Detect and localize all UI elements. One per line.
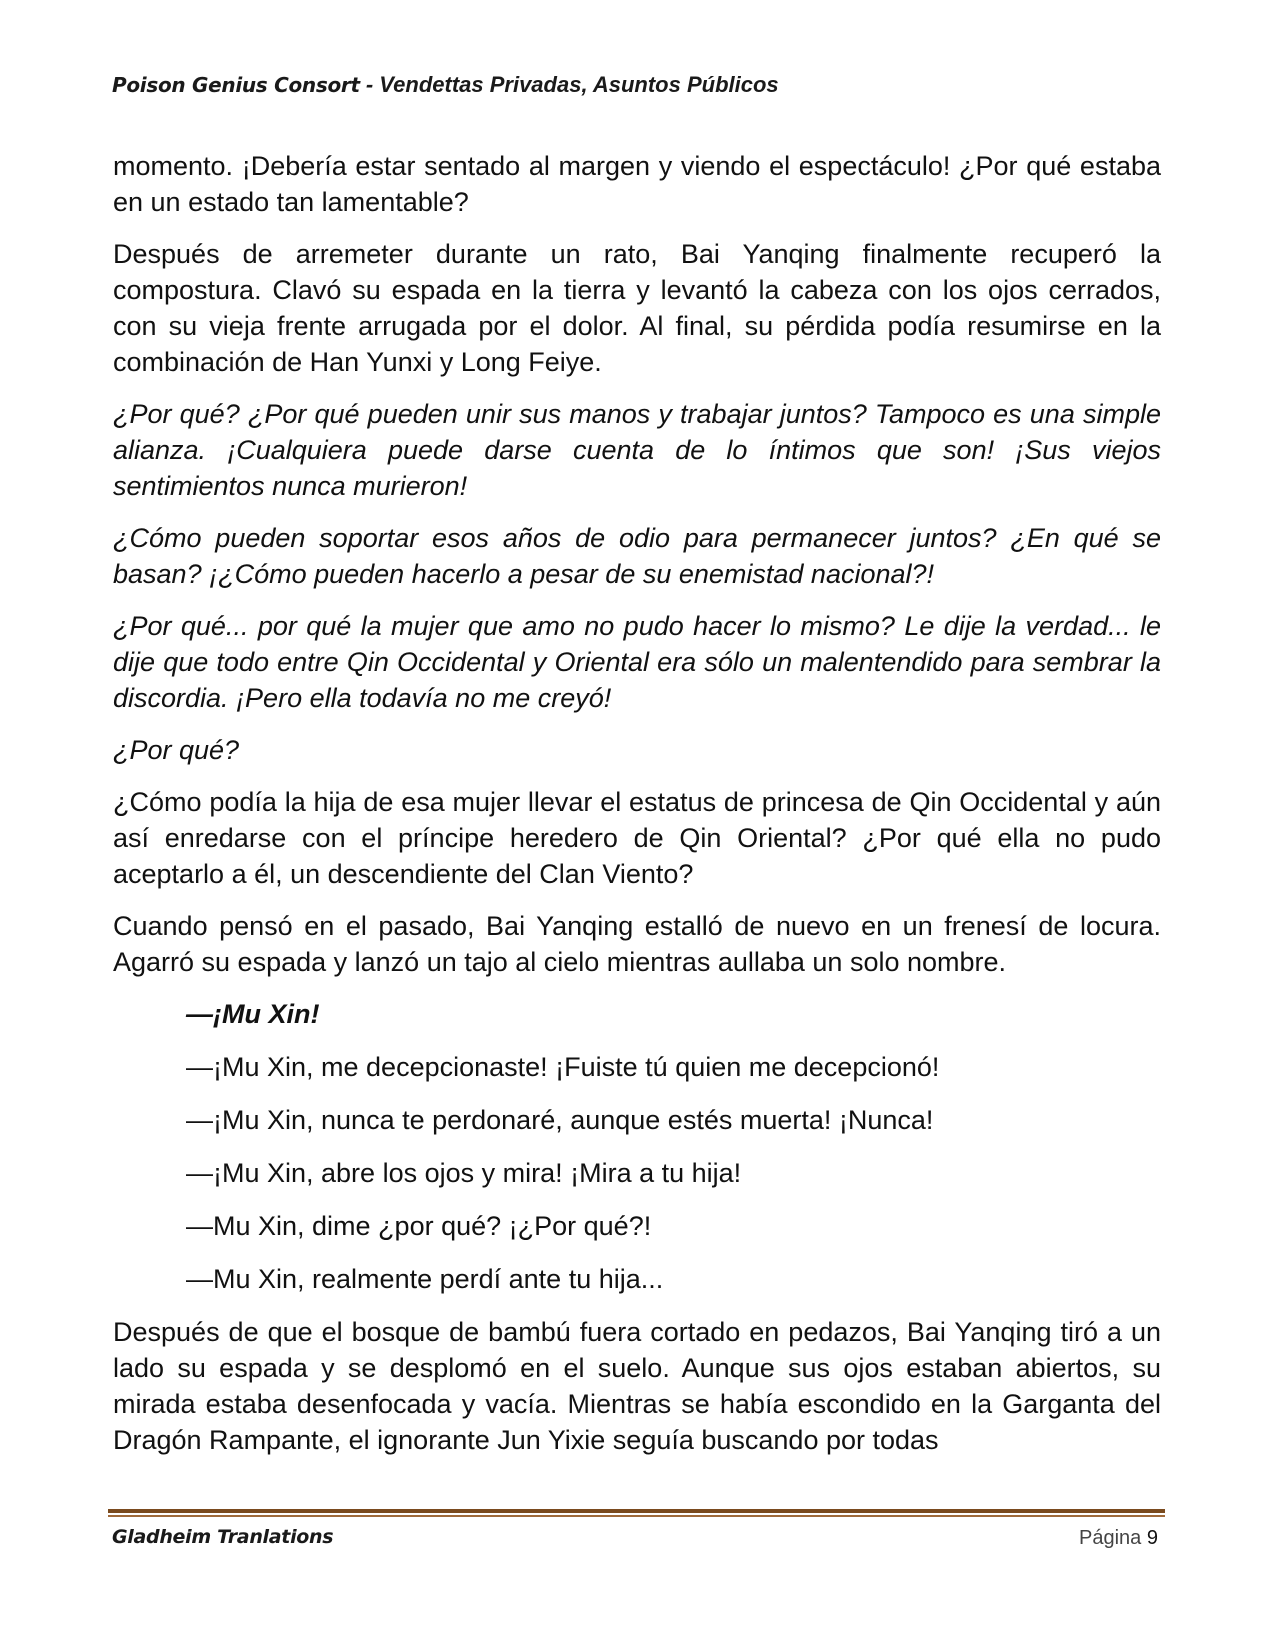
page-body: [113, 148, 1161, 1474]
dialog-line: —¡Mu Xin, me decepcionaste! ¡Fuiste tú quien me decepcionó!: [186, 1052, 940, 1082]
page-number-value: 9: [1146, 1527, 1158, 1549]
paragraph: ¿Cómo podía la hija de esa mujer llevar el estatus de princesa de Qin Occidental y aún así enredarse con el príncipe heredero de Qin Oriental? ¿Por qué ella no pudo aceptarlo a él, un descendiente del Clan Viento?: [113, 787, 1161, 889]
page-header: [112, 72, 1162, 98]
chapter-title: Vendettas Privadas, Asuntos Públicos: [379, 72, 779, 97]
header-separator: -: [359, 72, 380, 97]
paragraph: Después de que el bosque de bambú fuera cortado en pedazos, Bai Yanqing tiró a un lado su espada y se desplomó en el suelo. Aunque sus ojos estaban abiertos, su mirada estaba desenfocada y vacía. Mientras se había escondido en la Garganta del Dragón Rampante, el ignorante Jun Yixie seguía buscando por todas: [113, 1317, 1161, 1455]
page-label: Página: [1079, 1527, 1142, 1549]
paragraph: Cuando pensó en el pasado, Bai Yanqing estalló de nuevo en un frenesí de locura. Agarró su espada y lanzó un tajo al cielo mientras aullaba un solo nombre.: [113, 911, 1161, 977]
series-title: Poison Genius Consort: [112, 73, 360, 97]
dialog-line: —Mu Xin, dime ¿por qué? ¡¿Por qué?!: [186, 1211, 652, 1241]
dialog-line: —¡Mu Xin!: [186, 999, 320, 1029]
paragraph-italic: ¿Cómo pueden soportar esos años de odio para permanecer juntos? ¿En qué se basan? ¡¿Cómo pueden hacerlo a pesar de su enemistad nacional?!: [113, 523, 1161, 589]
paragraph-italic: ¿Por qué? ¿Por qué pueden unir sus manos y trabajar juntos? Tampoco es una simple alianza. ¡Cualquiera puede darse cuenta de lo íntimos que son! ¡Sus viejos sentimientos nunca murieron!: [113, 399, 1161, 501]
dialog-line: —¡Mu Xin, abre los ojos y mira! ¡Mira a tu hija!: [186, 1158, 742, 1188]
paragraph-italic: ¿Por qué... por qué la mujer que amo no pudo hacer lo mismo? Le dije la verdad... le dije que todo entre Qin Occidental y Oriental era sólo un malentendido para sembrar la discordia. ¡Pero ella todavía no me creyó!: [113, 611, 1161, 713]
paragraph-italic: ¿Por qué?: [113, 735, 240, 765]
footer-rule-thin: [108, 1515, 1165, 1517]
paragraph: Después de arremeter durante un rato, Bai Yanqing finalmente recuperó la compostura. Clavó su espada en la tierra y levantó la cabeza con los ojos cerrados, con su vieja frente arrugada por el dolor. Al final, su pérdida podía resumirse en la combinación de Han Yunxi y Long Feiye.: [113, 239, 1161, 377]
translator-credit: Gladheim Tranlations: [112, 1526, 334, 1548]
dialog-line: —¡Mu Xin, nunca te perdonaré, aunque estés muerta! ¡Nunca!: [186, 1105, 934, 1135]
page-number: [1079, 1527, 1158, 1550]
footer-rule: [108, 1509, 1165, 1513]
dialog-line: —Mu Xin, realmente perdí ante tu hija...: [186, 1264, 664, 1294]
paragraph: momento. ¡Debería estar sentado al margen y viendo el espectáculo! ¿Por qué estaba en un estado tan lamentable?: [113, 151, 1161, 217]
